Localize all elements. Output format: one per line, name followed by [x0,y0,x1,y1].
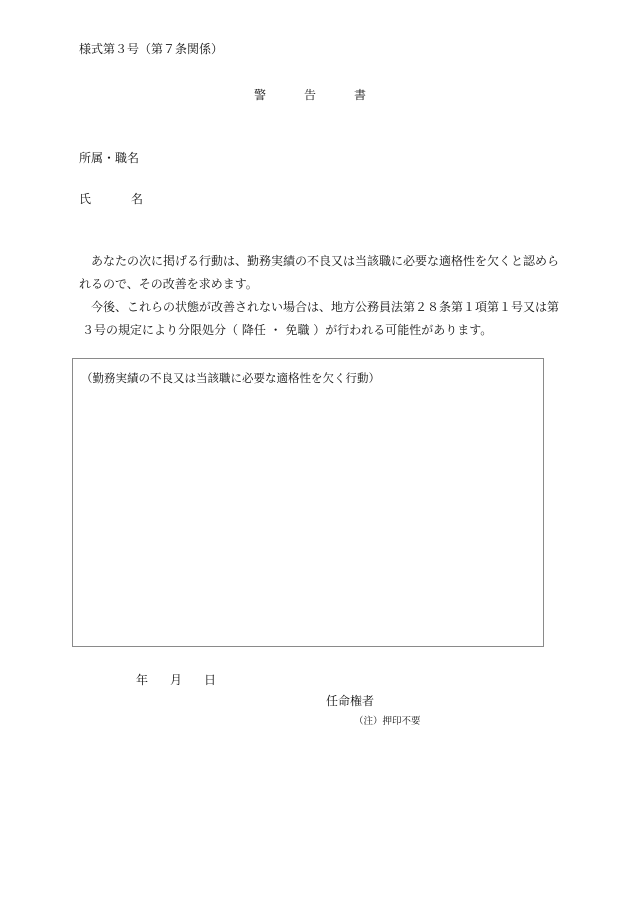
paragraph-2-line-2: ３号の規定により分限処分（ 降任 ・ 免職 ）が行われる可能性があります。 [82,323,493,337]
paragraph-2-line-1: 今後、これらの状態が改善されない場合は、地方公務員法第２８条第１項第１号又は第 [91,300,560,314]
conduct-description-box [72,358,544,647]
paragraph-1-line-1: あなたの次に掲げる行動は、勤務実績の不良又は当該職に必要な適格性を欠くと認めら [91,254,560,268]
affiliation-label: 所属・職名 [79,151,140,165]
day-label: 日 [204,673,217,687]
form-number: 様式第３号（第７条関係） [79,42,224,56]
date-line [136,674,216,686]
month-label: 月 [170,673,183,687]
year-label: 年 [136,673,149,687]
warning-paragraph-2 [79,296,560,342]
appointing-authority-label: 任命権者 [326,694,375,708]
name-label: 氏名 [79,192,184,206]
seal-not-required-note: （注）押印不要 [354,716,421,727]
conduct-box-caption: （勤務実績の不良又は当該職に必要な適格性を欠く行動） [81,371,380,385]
paragraph-1-line-2: れるので、その改善を求めます。 [79,277,258,291]
warning-paragraph-1 [79,250,560,296]
document-title: 警告書 [254,88,405,102]
